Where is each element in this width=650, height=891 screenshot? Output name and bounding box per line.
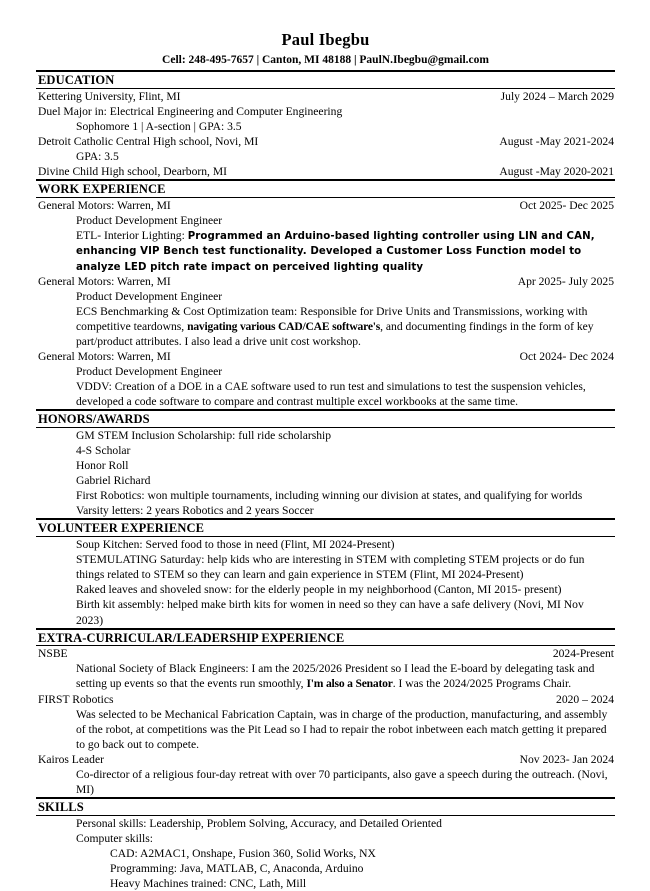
section-heading-honors: HONORS/AWARDS xyxy=(36,409,615,428)
work-description xyxy=(36,228,615,274)
honors-item: Varsity letters: 2 years Robotics and 2 years Soccer xyxy=(76,504,314,518)
extracurricular-date: 2020 – 2024 xyxy=(556,692,614,706)
section-work-experience xyxy=(36,179,615,409)
work-entry-row xyxy=(36,198,615,213)
skills-computer-item: Heavy Machines trained: CNC, Lath, Mill xyxy=(110,876,307,890)
section-honors-awards xyxy=(36,409,615,518)
extracurricular-date: Nov 2023- Jan 2024 xyxy=(519,752,614,766)
volunteer-item: Raked leaves and shoveled snow: for the elderly people in my neighborhood (Canton, MI 2015- present) xyxy=(76,583,562,597)
extracurricular-desc-part2: . I was the 2024/2025 Programs Chair. xyxy=(392,677,572,691)
education-detail: Duel Major in: Electrical Engineering and Computer Engineering xyxy=(38,104,343,118)
work-date: Oct 2024- Dec 2024 xyxy=(519,350,614,364)
education-org: Divine Child High school, Dearborn, MI xyxy=(38,165,228,179)
work-desc-part2: , and documenting findings in the form of key part/product attributes. I also lead a drive unit cost workshop. xyxy=(76,319,594,348)
volunteer-item: Birth kit assembly: helped make birth kits for women in need so they can have a safe delivery (Novi, MI Nov 2023) xyxy=(76,598,584,627)
page-title: Paul Ibegbu xyxy=(281,30,370,49)
work-description xyxy=(36,304,615,349)
section-heading-education: EDUCATION xyxy=(36,70,615,89)
work-desc-part1: ECS Benchmarking & Cost Optimization team: Responsible for Drive Units and Transmissions, working with competitive teardowns, xyxy=(76,304,588,333)
work-entry-row xyxy=(36,349,615,364)
extracurricular-desc-part1: National Society of Black Engineers: I am the 2025/2026 President so I lead the E-board by delegating task and setting up events so that the events run smoothly, xyxy=(76,662,595,691)
extracurricular-org: FIRST Robotics xyxy=(38,692,114,706)
extracurricular-entry-row xyxy=(36,692,615,707)
skills-computer-label: Computer skills: xyxy=(76,831,153,845)
work-desc-emphasis: navigating various CAD/CAE software's xyxy=(187,319,381,333)
contact-line: Cell: 248-495-7657 | Canton, MI 48188 | PaulN.Ibegbu@gmail.com xyxy=(162,53,489,66)
education-date: August -May 2021-2024 xyxy=(499,134,614,148)
work-entry-row xyxy=(36,274,615,289)
education-sub: GPA: 3.5 xyxy=(76,150,119,163)
education-org: Detroit Catholic Central High school, Novi, MI xyxy=(38,134,259,148)
education-date: July 2024 – March 2029 xyxy=(500,89,614,103)
extracurricular-desc-emphasis: I'm also a Senator xyxy=(306,677,393,691)
extracurricular-org: Kairos Leader xyxy=(38,752,104,766)
volunteer-item: Soup Kitchen: Served food to those in need (Flint, MI 2024-Present) xyxy=(76,538,395,552)
honors-item: Honor Roll xyxy=(76,459,129,473)
honors-item: First Robotics: won multiple tournaments, including winning our division at states, and qualifying for worlds xyxy=(76,489,583,503)
honors-item: Gabriel Richard xyxy=(76,474,151,488)
section-extracurricular xyxy=(36,628,615,797)
extracurricular-description: Was selected to be Mechanical Fabrication Captain, was in charge of the production, manufacturing, and assembly of the robot, at competitions was the Pit Lead so I had to repair the robot inbetween each match getting it prepared to go back out to compete. xyxy=(76,707,608,751)
skills-personal: Personal skills: Leadership, Problem Solving, Accuracy, and Detailed Oriented xyxy=(76,816,442,830)
education-sub: Sophomore 1 | A-section | GPA: 3.5 xyxy=(76,119,242,133)
education-org: Kettering University, Flint, MI xyxy=(38,89,181,103)
extracurricular-description: Co-director of a religious four-day retreat with over 70 participants, also gave a speech during the outreach. (Novi, MI) xyxy=(76,767,608,796)
extracurricular-entry-row xyxy=(36,752,615,767)
work-description: VDDV: Creation of a DOE in a CAE software used to run test and simulations to test the suspension vehicles, developed a code software to compare and contrast multiple excel workbooks at the same time. xyxy=(76,380,586,409)
honors-item: 4-S Scholar xyxy=(76,444,131,458)
section-skills xyxy=(36,797,615,891)
section-heading-skills: SKILLS xyxy=(36,797,615,816)
section-heading-extracurricular: EXTRA-CURRICULAR/LEADERSHIP EXPERIENCE xyxy=(36,628,615,647)
education-entry-row xyxy=(36,134,615,149)
extracurricular-description xyxy=(36,661,615,691)
education-entry-row xyxy=(36,89,615,104)
education-entry-row xyxy=(36,164,615,179)
section-heading-work: WORK EXPERIENCE xyxy=(36,179,615,198)
extracurricular-org: NSBE xyxy=(38,647,68,661)
skills-computer-item: Programming: Java, MATLAB, C, Anaconda, Arduino xyxy=(110,861,364,875)
work-role: Product Development Engineer xyxy=(76,289,223,303)
honors-item: GM STEM Inclusion Scholarship: full ride scholarship xyxy=(76,429,332,443)
extracurricular-date: 2024-Present xyxy=(552,647,614,661)
section-education xyxy=(36,70,615,179)
work-role: Product Development Engineer xyxy=(76,213,223,227)
volunteer-item: STEMULATING Saturday: help kids who are interesting in STEM with completing STEM projects or do fun things related to STEM so they can learn and gain experience in STEM (Flint, MI 2024-Present) xyxy=(76,553,585,582)
work-org: General Motors: Warren, MI xyxy=(38,198,171,212)
work-org: General Motors: Warren, MI xyxy=(38,350,171,364)
extracurricular-entry-row xyxy=(36,646,615,661)
work-org: General Motors: Warren, MI xyxy=(38,274,171,288)
section-volunteer-experience xyxy=(36,518,615,627)
work-date: Apr 2025- July 2025 xyxy=(517,274,614,288)
skills-computer-item: CAD: A2MAC1, Onshape, Fusion 360, Solid Works, NX xyxy=(110,846,376,860)
education-date: August -May 2020-2021 xyxy=(499,165,614,179)
work-date: Oct 2025- Dec 2025 xyxy=(519,198,614,212)
section-heading-volunteer: VOLUNTEER EXPERIENCE xyxy=(36,518,615,537)
work-desc-emphasis: Programmed an Arduino-based lighting controller using LIN and CAN, enhancing VIP Bench test functionality. Developed a Customer Loss Function model to analyze LED pitch rate impact on perceived lighting quality xyxy=(76,231,595,273)
work-desc-lead: ETL- Interior Lighting: xyxy=(76,229,185,242)
work-role: Product Development Engineer xyxy=(76,365,223,379)
